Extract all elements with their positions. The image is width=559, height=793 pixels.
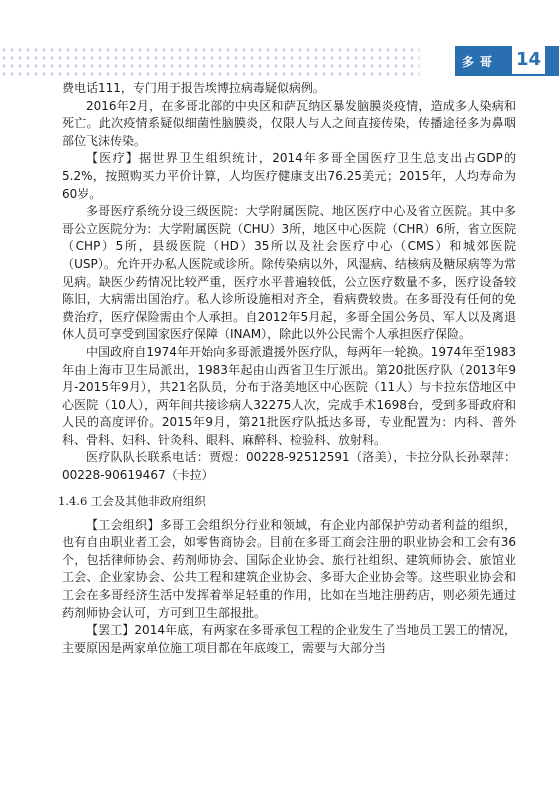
paragraph-team-contacts: 医疗队队长联系电话：贾煜：00228-92512591（洛美），卡拉分队长孙翠萍：00228-90619467（卡拉） bbox=[62, 450, 516, 483]
paragraph-chinese-medical-team: 中国政府自1974年开始向多哥派遣援外医疗队，每两年一轮换。1974年至1983年由上海市卫生局派出，1983年起由山西省卫生厅派出。第20批医疗队（2013年9月-2015年9月），共21名队员，分布于洛美地区中心医院（11人）与卡拉东岱地区中心医院（10人），两年间共接诊病人32275人次，完成手术1698台，受到多哥政府和人民的高度评价。2015年9月，第21批医疗队抵达多哥，专业配置为：内科、普外科、骨科、妇科、针灸科、眼科、麻醉科、检验科、放射科。 bbox=[62, 344, 516, 447]
section-heading: 1.4.6 工会及其他非政府组织 bbox=[58, 493, 206, 508]
paragraph-medical: 【医疗】据世界卫生组织统计，2014年多哥全国医疗卫生总支出占GDP的5.2%，按照购买力平价计算，人均医疗健康支出76.25美元；2015年，人均寿命为60岁。 bbox=[62, 151, 516, 201]
page-header bbox=[0, 0, 559, 86]
paragraph-meningitis: 2016年2月，在多哥北部的中央区和萨瓦纳区暴发脑膜炎疫情，造成多人染病和死亡。此次疫情系疑似细菌性脑膜炎，仅限人与人之间直接传染，传播途径多为鼻咽部位飞沫传染。 bbox=[62, 98, 516, 148]
paragraph-trade-unions: 【工会组织】多哥工会组织分行业和领域，有企业内部保护劳动者利益的组织，也有自由职业者工会，如零售商协会。目前在多哥工商会注册的职业协会和工会有36个，包括律师协会、药剂师协会、国际企业协会、旅行社组织、建筑师协会、旅馆业工会、企业家协会、公共工程和建筑企业协会、多哥大企业协会等。这些职业协会和工会在多哥经济生活中发挥着举足轻重的作用，比如在当地注册药店，则必须先通过药剂师协会认可，方可到卫生部报批。 bbox=[62, 517, 516, 620]
header-pattern-decoration bbox=[0, 46, 420, 80]
page-number: 14 bbox=[512, 46, 545, 74]
paragraph-strikes: 【罢工】2014年底，有两家在多哥承包工程的企业发生了当地员工罢工的情况，主要原因是两家单位施工项目都在年底竣工，需要与大部分当 bbox=[62, 623, 516, 655]
paragraph-hospital-system: 多哥医疗系统分设三级医院：大学附属医院、地区医疗中心及省立医院。其中多哥公立医院分为：大学附属医院（CHU）3所，地区中心医院（CHR）6所，省立医院（CHP）5所，县级医院（HD）35所以及社会医疗中心（CMS）和城郊医院（USP）。允许开办私人医院或诊所。除传染病以外，风湿病、结核病及糖尿病等为常见病。缺医少药情况比较严重，医疗水平普遍较低，公立医疗数量不多，医疗设备较陈旧，大病需出国治疗。私人诊所设施相对齐全，看病费较贵。在多哥没有任何的免费治疗，医疗保险需由个人承担。自2012年5月起，多哥全国公务员、军人以及离退休人员可享受到国家医疗保障（INAM），除此以外公民需个人承担医疗保险。 bbox=[62, 204, 516, 342]
paragraph-continued: 费电话111，专门用于报告埃博拉病毒疑似病例。 bbox=[62, 81, 325, 95]
body-text bbox=[58, 80, 516, 657]
chapter-title: 多哥 bbox=[462, 55, 499, 69]
